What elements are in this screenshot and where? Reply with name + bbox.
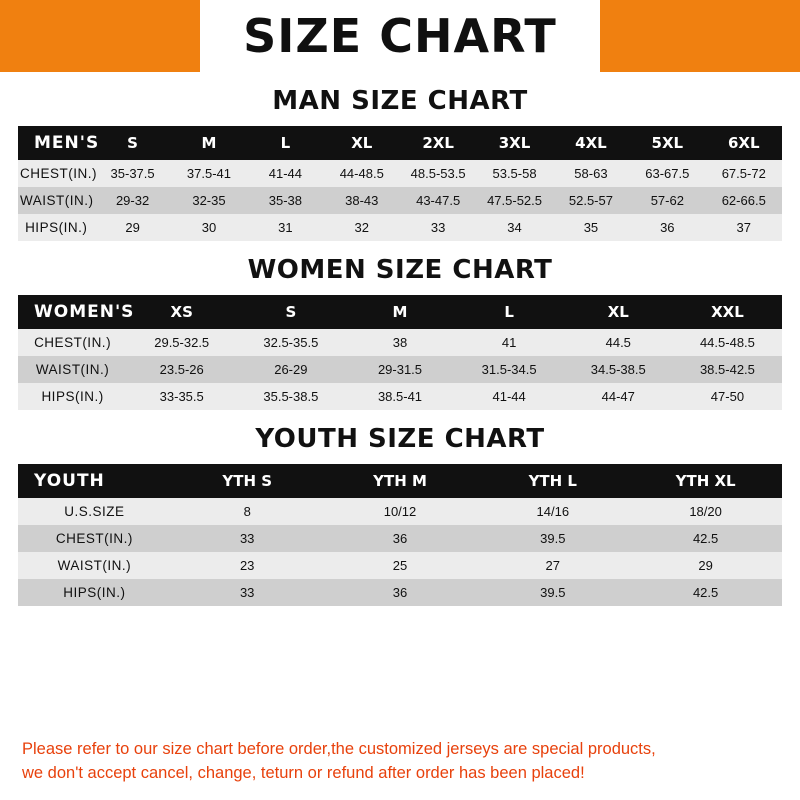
men-hips-2xl: 33 [400, 214, 476, 241]
women-chest-xxl: 44.5-48.5 [673, 329, 782, 356]
table-row [18, 187, 782, 214]
table-header-row [18, 126, 782, 160]
youth-hips-m: 36 [324, 579, 477, 606]
header-accent-right [600, 0, 800, 72]
men-header-label: MEN'S [18, 126, 94, 160]
women-chest-xl: 44.5 [564, 329, 673, 356]
men-chest-xl: 44-48.5 [324, 160, 400, 187]
youth-waist-s: 23 [171, 552, 324, 579]
youth-ussize-s: 8 [171, 498, 324, 525]
women-waist-m: 29-31.5 [345, 356, 454, 383]
men-table-body [18, 160, 782, 241]
men-chest-3xl: 53.5-58 [476, 160, 552, 187]
women-col-m: M [345, 295, 454, 329]
men-chest-m: 37.5-41 [171, 160, 247, 187]
men-hips-4xl: 35 [553, 214, 629, 241]
men-hips-m: 30 [171, 214, 247, 241]
men-waist-xl: 38-43 [324, 187, 400, 214]
men-size-table [18, 126, 782, 241]
men-hips-5xl: 36 [629, 214, 705, 241]
men-row-label-hips: HIPS(IN.) [18, 214, 94, 241]
table-header-row [18, 464, 782, 498]
table-row [18, 383, 782, 410]
women-row-label-chest: CHEST(IN.) [18, 329, 127, 356]
women-chest-s: 32.5-35.5 [236, 329, 345, 356]
table-row [18, 552, 782, 579]
women-hips-xxl: 47-50 [673, 383, 782, 410]
men-waist-5xl: 57-62 [629, 187, 705, 214]
women-hips-xl: 44-47 [564, 383, 673, 410]
men-hips-6xl: 37 [706, 214, 782, 241]
youth-row-label-hips: HIPS(IN.) [18, 579, 171, 606]
women-col-l: L [455, 295, 564, 329]
men-col-xl: XL [324, 126, 400, 160]
men-chest-l: 41-44 [247, 160, 323, 187]
men-chest-5xl: 63-67.5 [629, 160, 705, 187]
women-table-body [18, 329, 782, 410]
men-hips-l: 31 [247, 214, 323, 241]
men-waist-4xl: 52.5-57 [553, 187, 629, 214]
men-waist-6xl: 62-66.5 [706, 187, 782, 214]
women-size-table [18, 295, 782, 410]
table-header-row [18, 295, 782, 329]
women-header-label: WOMEN'S [18, 295, 127, 329]
youth-col-s: YTH S [171, 464, 324, 498]
women-waist-l: 31.5-34.5 [455, 356, 564, 383]
women-waist-xxl: 38.5-42.5 [673, 356, 782, 383]
men-waist-2xl: 43-47.5 [400, 187, 476, 214]
youth-chest-s: 33 [171, 525, 324, 552]
men-col-s: S [94, 126, 170, 160]
youth-row-label-ussize: U.S.SIZE [18, 498, 171, 525]
men-row-label-chest: CHEST(IN.) [18, 160, 94, 187]
youth-hips-xl: 42.5 [629, 579, 782, 606]
section-title-men: MAN SIZE CHART [272, 86, 528, 116]
women-hips-xs: 33-35.5 [127, 383, 236, 410]
men-col-2xl: 2XL [400, 126, 476, 160]
youth-chest-xl: 42.5 [629, 525, 782, 552]
women-row-label-waist: WAIST(IN.) [18, 356, 127, 383]
youth-hips-s: 33 [171, 579, 324, 606]
men-table-head [18, 126, 782, 160]
men-col-l: L [247, 126, 323, 160]
youth-chest-l: 39.5 [476, 525, 629, 552]
youth-row-label-waist: WAIST(IN.) [18, 552, 171, 579]
men-col-6xl: 6XL [706, 126, 782, 160]
table-row [18, 214, 782, 241]
women-col-s: S [236, 295, 345, 329]
women-table-head [18, 295, 782, 329]
youth-col-xl: YTH XL [629, 464, 782, 498]
youth-table-head [18, 464, 782, 498]
section-title-women: WOMEN SIZE CHART [247, 255, 553, 285]
women-chest-xs: 29.5-32.5 [127, 329, 236, 356]
men-waist-m: 32-35 [171, 187, 247, 214]
header-accent-left [0, 0, 200, 72]
women-col-xxl: XXL [673, 295, 782, 329]
youth-header-label: YOUTH [18, 464, 171, 498]
table-row [18, 525, 782, 552]
table-row [18, 498, 782, 525]
youth-chest-m: 36 [324, 525, 477, 552]
table-row [18, 356, 782, 383]
men-col-3xl: 3XL [476, 126, 552, 160]
women-hips-l: 41-44 [455, 383, 564, 410]
page-title: SIZE CHART [243, 9, 557, 63]
youth-ussize-m: 10/12 [324, 498, 477, 525]
chart-content [0, 72, 800, 728]
youth-waist-l: 27 [476, 552, 629, 579]
youth-ussize-l: 14/16 [476, 498, 629, 525]
page-header [0, 0, 800, 72]
women-waist-xl: 34.5-38.5 [564, 356, 673, 383]
table-row [18, 160, 782, 187]
footer-disclaimer [0, 728, 800, 800]
men-hips-xl: 32 [324, 214, 400, 241]
men-waist-s: 29-32 [94, 187, 170, 214]
footer-line-2: we don't accept cancel, change, teturn or refund after order has been placed! [22, 764, 585, 783]
women-hips-s: 35.5-38.5 [236, 383, 345, 410]
footer-line-1: Please refer to our size chart before order,the customized jerseys are special products, [22, 740, 656, 759]
women-chest-l: 41 [455, 329, 564, 356]
table-row [18, 579, 782, 606]
youth-col-l: YTH L [476, 464, 629, 498]
youth-waist-m: 25 [324, 552, 477, 579]
table-row [18, 329, 782, 356]
men-col-m: M [171, 126, 247, 160]
women-chest-m: 38 [345, 329, 454, 356]
women-waist-xs: 23.5-26 [127, 356, 236, 383]
men-chest-4xl: 58-63 [553, 160, 629, 187]
youth-table-body [18, 498, 782, 606]
youth-ussize-xl: 18/20 [629, 498, 782, 525]
men-col-4xl: 4XL [553, 126, 629, 160]
women-col-xl: XL [564, 295, 673, 329]
women-row-label-hips: HIPS(IN.) [18, 383, 127, 410]
men-chest-s: 35-37.5 [94, 160, 170, 187]
men-waist-3xl: 47.5-52.5 [476, 187, 552, 214]
men-waist-l: 35-38 [247, 187, 323, 214]
section-title-youth: YOUTH SIZE CHART [255, 424, 545, 454]
men-col-5xl: 5XL [629, 126, 705, 160]
youth-size-table [18, 464, 782, 606]
men-chest-2xl: 48.5-53.5 [400, 160, 476, 187]
women-col-xs: XS [127, 295, 236, 329]
men-hips-s: 29 [94, 214, 170, 241]
youth-waist-xl: 29 [629, 552, 782, 579]
men-row-label-waist: WAIST(IN.) [18, 187, 94, 214]
women-waist-s: 26-29 [236, 356, 345, 383]
women-hips-m: 38.5-41 [345, 383, 454, 410]
men-hips-3xl: 34 [476, 214, 552, 241]
men-chest-6xl: 67.5-72 [706, 160, 782, 187]
youth-row-label-chest: CHEST(IN.) [18, 525, 171, 552]
youth-hips-l: 39.5 [476, 579, 629, 606]
youth-col-m: YTH M [324, 464, 477, 498]
